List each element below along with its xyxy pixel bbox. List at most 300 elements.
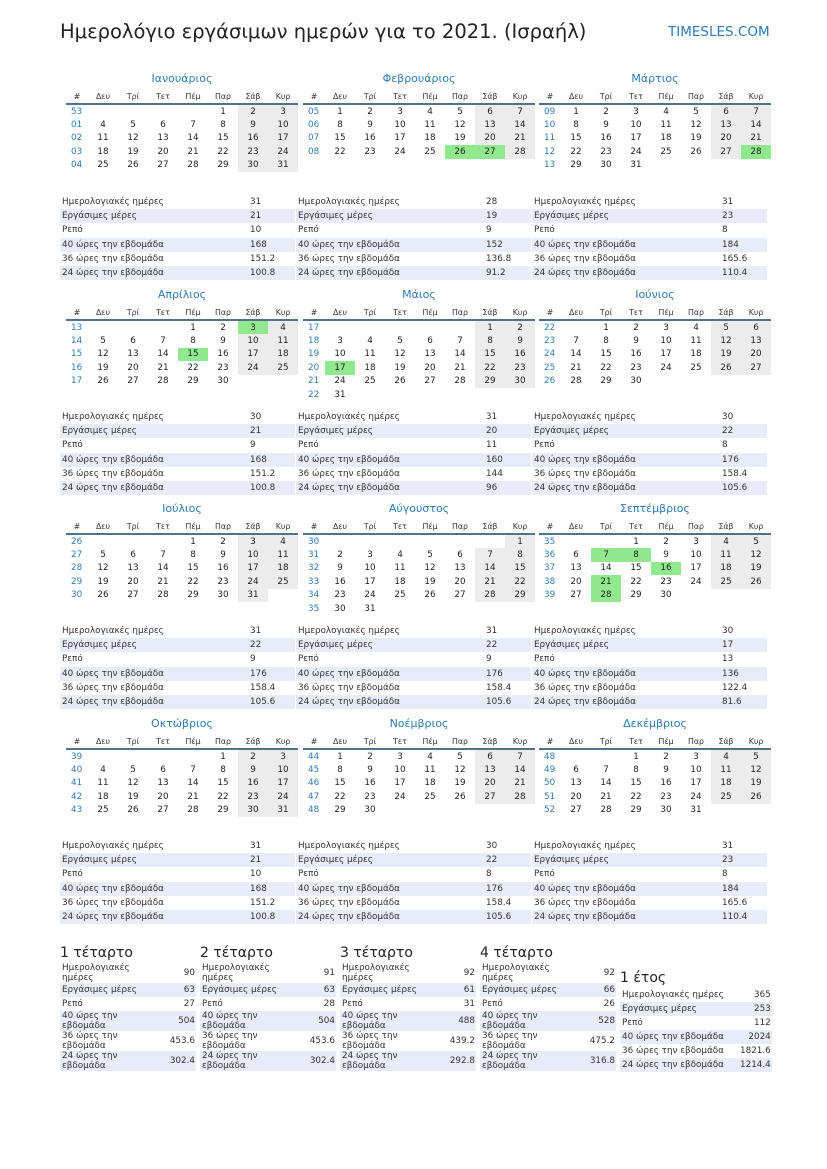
day-cell: 27 (711, 145, 741, 158)
day-cell: 13 (454, 563, 466, 574)
day-cell: 24 (690, 576, 702, 587)
day-cell: 3 (268, 104, 298, 118)
day-cell: 23 (505, 361, 535, 374)
stat-row (296, 467, 531, 481)
day-cell: 29 (334, 805, 346, 816)
week-row (66, 790, 298, 803)
stat-value: 31 (722, 197, 734, 208)
day-cell: 6 (457, 550, 463, 561)
week-number-header: # (539, 305, 561, 320)
weekday-header: Κυρ (505, 519, 535, 534)
day-cell: 11 (268, 334, 298, 347)
day-cell: 19 (454, 133, 466, 144)
stat-row (296, 252, 531, 266)
week-row (66, 375, 298, 388)
stat-row (296, 638, 531, 652)
day-cell: 1 (220, 106, 226, 117)
day-cell: 3 (397, 751, 403, 762)
summary-value: 2024 (738, 1030, 772, 1044)
weekday-header: Τρί (118, 734, 148, 749)
month-stats (296, 839, 531, 924)
stat-value: 110.4 (722, 910, 767, 924)
empty-day-cell (561, 749, 591, 763)
day-cell: 28 (454, 376, 466, 387)
day-cell: 19 (394, 362, 406, 373)
empty-day-cell (355, 534, 385, 548)
day-cell: 16 (660, 778, 672, 789)
month-name: Σεπτέμβριος (620, 502, 690, 515)
weekday-header: Τρί (591, 305, 621, 320)
stat-label: Ημερολογιακές ημέρες (534, 412, 636, 423)
day-cell: 27 (127, 590, 139, 601)
day-cell: 21 (475, 575, 505, 588)
summary-label: Ημερολογιακές ημέρες (62, 963, 130, 983)
stat-label: 24 ώρες την εβδομάδα (60, 481, 250, 495)
day-cell: 26 (454, 791, 466, 802)
day-cell: 21 (591, 575, 621, 588)
day-cell: 17 (690, 778, 702, 789)
day-cell: 19 (424, 576, 436, 587)
month-name: Οκτώβριος (151, 717, 213, 730)
day-cell: 4 (268, 320, 298, 334)
day-cell: 29 (217, 805, 229, 816)
day-cell: 17 (268, 132, 298, 145)
day-cell: 18 (424, 133, 436, 144)
empty-day-cell (355, 388, 385, 401)
day-cell: 11 (711, 763, 741, 776)
day-cell: 30 (217, 590, 229, 601)
weekday-header: Πέμ (178, 89, 208, 104)
day-cell: 20 (741, 348, 771, 361)
day-cell: 25 (424, 791, 436, 802)
weekday-header: Πέμ (178, 519, 208, 534)
week-row (66, 562, 298, 575)
week-row (303, 361, 535, 374)
day-cell: 12 (127, 133, 139, 144)
weekday-header: Παρ (445, 305, 475, 320)
weekday-header: Τρί (118, 519, 148, 534)
stat-value: 184 (722, 238, 767, 252)
week-row (303, 562, 535, 575)
week-number-header: # (66, 734, 88, 749)
day-cell: 7 (457, 336, 463, 347)
weekday-header: Τρί (118, 89, 148, 104)
weekday-header: Τρί (118, 305, 148, 320)
quarter-summary (340, 945, 476, 1071)
day-cell: 1 (475, 320, 505, 334)
stat-row (60, 652, 295, 666)
day-cell: 28 (600, 805, 612, 816)
week-row (303, 548, 535, 561)
month-stats (60, 195, 295, 280)
summary-row (620, 1016, 772, 1030)
stat-label: 24 ώρες την εβδομάδα (60, 266, 250, 280)
summary-row (200, 1011, 336, 1031)
day-cell: 21 (157, 362, 169, 373)
weekday-header: Δευ (88, 519, 118, 534)
stat-label: 24 ώρες την εβδομάδα (532, 266, 722, 280)
summary-value: 1821.6 (740, 1046, 771, 1056)
day-cell: 5 (100, 336, 106, 347)
month-name: Δεκέμβριος (623, 717, 687, 730)
week-number: 21 (308, 376, 320, 387)
day-cell: 20 (127, 576, 139, 587)
weekday-header: Τετ (385, 305, 415, 320)
day-cell: 10 (690, 550, 702, 561)
summary-value: 365 (753, 990, 771, 1000)
week-number: 51 (544, 791, 556, 802)
day-cell: 16 (217, 563, 229, 574)
day-cell: 6 (475, 104, 505, 118)
week-row (539, 145, 771, 158)
weekday-header: Σάβ (711, 89, 741, 104)
day-cell: 11 (364, 349, 376, 360)
day-cell: 11 (690, 336, 702, 347)
stat-row (296, 410, 531, 424)
stat-label: Ημερολογιακές ημέρες (298, 626, 400, 637)
day-cell: 21 (157, 576, 169, 587)
day-cell: 20 (711, 132, 741, 145)
stat-label: Ρεπό (62, 440, 83, 451)
week-number: 10 (544, 120, 556, 131)
week-row (303, 132, 535, 145)
day-cell: 24 (268, 790, 298, 803)
day-cell: 12 (127, 778, 139, 789)
stat-row (296, 195, 531, 209)
summary-row (60, 997, 196, 1011)
stat-value: 105.6 (486, 695, 531, 709)
month-table (66, 89, 298, 172)
week-number: 26 (71, 536, 83, 547)
weekday-header: Παρ (445, 519, 475, 534)
week-row (539, 763, 771, 776)
day-cell: 26 (741, 575, 771, 588)
summary-value: 63 (160, 983, 196, 997)
week-row (539, 575, 771, 588)
day-cell: 9 (238, 763, 268, 776)
stat-row (296, 453, 531, 467)
day-cell: 22 (630, 576, 642, 587)
day-cell: 24 (238, 575, 268, 588)
day-cell: 23 (238, 145, 268, 158)
weekday-header: Δευ (561, 734, 591, 749)
day-cell: 29 (187, 590, 199, 601)
stat-label: Εργάσιμες μέρες (296, 424, 486, 438)
summary-label: 36 ώρες την εβδομάδα (202, 1031, 258, 1051)
week-row (539, 361, 771, 374)
day-cell: 29 (475, 375, 505, 388)
day-cell: 8 (621, 548, 651, 561)
weekday-header: Παρ (445, 89, 475, 104)
summary-row (340, 997, 476, 1011)
stat-label: 24 ώρες την εβδομάδα (532, 695, 722, 709)
week-number-header: # (539, 734, 561, 749)
day-cell: 19 (127, 146, 139, 157)
day-cell: 14 (475, 562, 505, 575)
stat-row (296, 910, 531, 924)
week-number: 34 (308, 590, 320, 601)
month-calendar (303, 717, 535, 827)
stat-row (532, 481, 767, 495)
weekday-header: Σάβ (475, 519, 505, 534)
stat-row (532, 882, 767, 896)
day-cell: 18 (97, 791, 109, 802)
weekday-header: Πέμ (415, 734, 445, 749)
weekday-header: Σάβ (475, 734, 505, 749)
day-cell: 30 (630, 376, 642, 387)
stat-row (532, 223, 767, 237)
day-cell: 20 (157, 146, 169, 157)
summary-label: 40 ώρες την εβδομάδα (340, 1011, 440, 1031)
weekday-header: Κυρ (268, 89, 298, 104)
quarter-summary-title: 1 τέταρτο (60, 945, 133, 961)
stat-label: Ημερολογιακές ημέρες (62, 626, 164, 637)
weekday-header: Τετ (148, 519, 178, 534)
day-cell: 31 (630, 160, 642, 171)
weekday-header: Παρ (681, 519, 711, 534)
weekday-header: Σάβ (711, 305, 741, 320)
day-cell: 8 (505, 548, 535, 561)
stat-value: 30 (722, 412, 734, 423)
month-stats (532, 839, 767, 924)
summary-row (200, 983, 336, 997)
empty-day-cell (445, 602, 475, 615)
day-cell: 13 (741, 334, 771, 347)
day-cell: 21 (505, 777, 535, 790)
month-stats (60, 410, 295, 495)
stat-label: Ημερολογιακές ημέρες (534, 197, 636, 208)
day-cell: 30 (660, 805, 672, 816)
empty-day-cell (385, 320, 415, 334)
day-cell: 10 (268, 118, 298, 131)
day-cell: 2 (505, 320, 535, 334)
month-stats (60, 624, 295, 709)
day-cell: 24 (394, 146, 406, 157)
day-cell: 22 (187, 362, 199, 373)
week-row (303, 790, 535, 803)
stat-value: 168 (250, 453, 295, 467)
week-number: 17 (71, 376, 83, 387)
month-calendar (66, 502, 298, 612)
quarter-summary-title: 4 τέταρτο (480, 945, 553, 961)
day-cell: 7 (160, 336, 166, 347)
day-cell: 16 (505, 348, 535, 361)
day-cell: 12 (394, 349, 406, 360)
stat-label: Εργάσιμες μέρες (60, 209, 250, 223)
stat-value: 151.2 (250, 897, 276, 908)
day-cell: 18 (268, 562, 298, 575)
empty-day-cell (711, 589, 741, 602)
day-cell: 9 (367, 765, 373, 776)
month-calendar (303, 72, 535, 182)
day-cell: 17 (690, 563, 702, 574)
empty-day-cell (268, 375, 298, 388)
stat-value: 22 (486, 853, 531, 867)
week-row (303, 777, 535, 790)
week-row (539, 132, 771, 145)
year-summary-title: 1 έτος (620, 970, 667, 986)
week-row (66, 104, 298, 118)
stat-row (60, 209, 295, 223)
stat-value: 31 (250, 626, 262, 637)
week-row (303, 375, 535, 388)
empty-day-cell (445, 320, 475, 334)
day-cell: 31 (690, 805, 702, 816)
stat-label: 36 ώρες την εβδομάδα (62, 468, 164, 479)
week-row (66, 777, 298, 790)
day-cell: 2 (663, 536, 669, 547)
weekday-header: Τετ (385, 519, 415, 534)
month-table (539, 305, 771, 388)
day-cell: 23 (600, 146, 612, 157)
stat-label: 36 ώρες την εβδομάδα (298, 682, 400, 693)
day-cell: 4 (427, 106, 433, 117)
week-row (303, 534, 535, 548)
stat-label: 24 ώρες την εβδομάδα (296, 266, 486, 280)
weekday-header: Δευ (561, 89, 591, 104)
week-row (66, 589, 298, 602)
day-cell: 8 (220, 120, 226, 131)
stat-row (532, 896, 767, 910)
day-cell: 30 (217, 376, 229, 387)
day-cell: 16 (334, 576, 346, 587)
stat-value: 22 (486, 638, 531, 652)
day-cell: 20 (127, 362, 139, 373)
day-cell: 28 (187, 160, 199, 171)
summary-value: 92 (463, 968, 475, 978)
stat-label: Εργάσιμες μέρες (60, 424, 250, 438)
stat-value: 168 (250, 882, 295, 896)
day-cell: 16 (238, 132, 268, 145)
month-calendar (66, 288, 298, 398)
week-number: 40 (71, 765, 83, 776)
stat-label: Ημερολογιακές ημέρες (298, 197, 400, 208)
site-logo-link[interactable]: TIMESLES.COM (668, 24, 770, 40)
empty-day-cell (475, 602, 505, 615)
stat-label: Εργάσιμες μέρες (532, 638, 722, 652)
stat-label: Ρεπό (534, 869, 555, 880)
stat-row (60, 467, 295, 481)
week-number: 29 (71, 576, 83, 587)
stat-row (296, 481, 531, 495)
day-cell: 12 (424, 563, 436, 574)
summary-row (60, 983, 196, 997)
day-cell: 9 (367, 120, 373, 131)
week-row (303, 348, 535, 361)
day-cell: 4 (100, 765, 106, 776)
stat-value: 176 (722, 453, 767, 467)
day-cell: 20 (424, 362, 436, 373)
stat-label: 36 ώρες την εβδομάδα (534, 897, 636, 908)
week-row (303, 804, 535, 817)
month-calendar (66, 72, 298, 182)
day-cell: 28 (157, 376, 169, 387)
stat-row (296, 438, 531, 452)
stat-row (532, 438, 767, 452)
day-cell: 7 (505, 104, 535, 118)
summary-value: 453.6 (309, 1036, 335, 1046)
day-cell: 6 (427, 336, 433, 347)
week-number: 08 (308, 146, 320, 157)
empty-day-cell (591, 749, 621, 763)
stat-label: 40 ώρες την εβδομάδα (296, 882, 486, 896)
empty-day-cell (711, 804, 741, 817)
empty-day-cell (118, 534, 148, 548)
day-cell: 3 (663, 322, 669, 333)
day-cell: 17 (268, 777, 298, 790)
weekday-header: Δευ (561, 519, 591, 534)
summary-row (340, 963, 476, 983)
day-cell: 25 (424, 146, 436, 157)
day-cell: 14 (187, 778, 199, 789)
day-cell: 8 (337, 765, 343, 776)
day-cell: 7 (475, 548, 505, 561)
stat-row (296, 681, 531, 695)
summary-value: 63 (300, 983, 336, 997)
summary-label: 36 ώρες την εβδομάδα (62, 1031, 118, 1051)
week-number: 52 (544, 805, 556, 816)
day-cell: 3 (367, 550, 373, 561)
stat-label: Ημερολογιακές ημέρες (62, 197, 164, 208)
summary-value: 27 (183, 999, 195, 1009)
day-cell: 7 (573, 336, 579, 347)
stat-row (60, 410, 295, 424)
stat-label: 36 ώρες την εβδομάδα (298, 897, 400, 908)
stat-value: 22 (722, 424, 767, 438)
day-cell: 11 (424, 120, 436, 131)
stat-value: 158.4 (722, 468, 748, 479)
empty-day-cell (148, 104, 178, 118)
weekday-header: Τετ (148, 305, 178, 320)
week-row (303, 145, 535, 158)
day-cell: 7 (505, 749, 535, 763)
week-number-header: # (303, 89, 325, 104)
day-cell: 15 (217, 133, 229, 144)
weekday-header: Τρί (591, 89, 621, 104)
day-cell: 10 (364, 563, 376, 574)
day-cell: 4 (268, 534, 298, 548)
stat-label: Εργάσιμες μέρες (296, 638, 486, 652)
stat-value: 20 (486, 424, 531, 438)
weekday-header: Τρί (591, 519, 621, 534)
day-cell: 10 (334, 349, 346, 360)
day-cell: 6 (160, 765, 166, 776)
stat-row (296, 266, 531, 280)
day-cell: 2 (220, 322, 226, 333)
stat-row (60, 481, 295, 495)
summary-label: Ρεπό (62, 999, 83, 1009)
stat-row (296, 209, 531, 223)
day-cell: 12 (711, 334, 741, 347)
stat-row (60, 853, 295, 867)
day-cell: 9 (663, 550, 669, 561)
week-row (303, 749, 535, 763)
weekday-header: Παρ (681, 89, 711, 104)
empty-day-cell (118, 320, 148, 334)
day-cell: 2 (367, 106, 373, 117)
summary-label: 36 ώρες την εβδομάδα (482, 1031, 538, 1051)
week-number: 19 (308, 349, 320, 360)
day-cell: 22 (217, 791, 229, 802)
stat-label: 40 ώρες την εβδομάδα (532, 453, 722, 467)
day-cell: 9 (505, 334, 535, 347)
stat-value: 9 (486, 225, 492, 236)
stat-value: 10 (250, 869, 262, 880)
day-cell: 6 (475, 749, 505, 763)
day-cell: 28 (741, 145, 771, 158)
day-cell: 11 (97, 778, 109, 789)
day-cell: 8 (475, 334, 505, 347)
